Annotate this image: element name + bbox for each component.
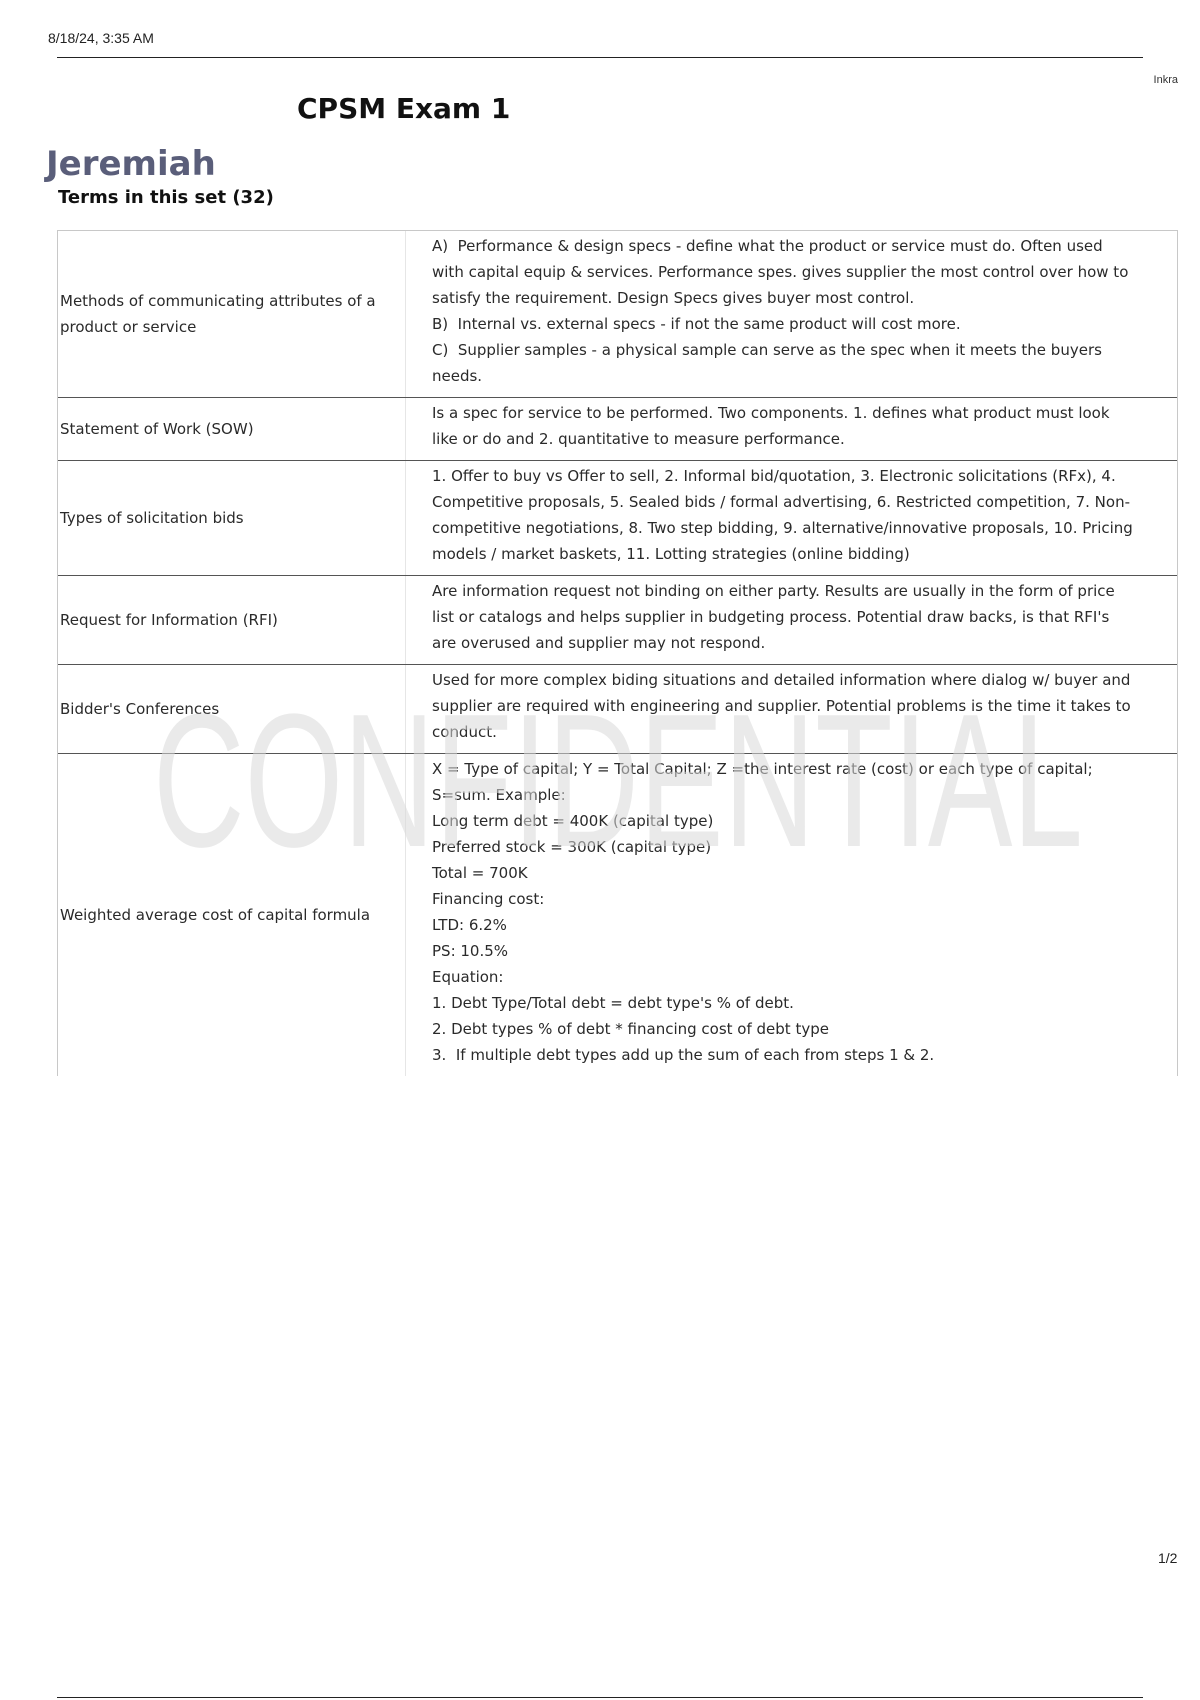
terms-count-heading: Terms in this set (32) — [58, 187, 274, 208]
definition-line: 1. Debt Type/Total debt = debt type's % of debt. — [432, 994, 794, 1012]
term-row — [58, 665, 1177, 754]
term-row — [58, 461, 1177, 576]
definition-cell — [406, 665, 1177, 753]
definition-line: B) Internal vs. external specs - if not the same product will cost more. — [432, 315, 961, 333]
watermark-text: CONFIDENTIAL — [153, 686, 1083, 871]
term-text: Types of solicitation bids — [58, 461, 406, 575]
term-text: Request for Information (RFI) — [58, 576, 406, 664]
definition-cell — [406, 576, 1177, 664]
definition-line: Used for more complex biding situations and detailed information where dialog w/ buyer and supplier are required with engineering and supplier. Potential problems is the time it takes to conduct. — [432, 671, 1136, 741]
definition-line: 2. Debt types % of debt * financing cost of debt type — [432, 1020, 829, 1038]
term-row — [58, 231, 1177, 398]
definition-line: 1. Offer to buy vs Offer to sell, 2. Informal bid/quotation, 3. Electronic solicitations (RFx), 4. Competitive proposals, 5. Sealed bids / formal advertising, 6. Restricted competition, 7. Non-competitive negotiations, 8. Two step bidding, 9. alternative/innovative proposals, 10. Pricing models / market baskets, 11. Lotting strategies (online bidding) — [432, 467, 1138, 563]
definition-cell — [406, 231, 1177, 397]
definition-line: PS: 10.5% — [432, 942, 509, 960]
definition-line: Is a spec for service to be performed. Two components. 1. defines what product must look like or do and 2. quantitative to measure performance. — [432, 404, 1115, 448]
definition-line: 3. If multiple debt types add up the sum of each from steps 1 & 2. — [432, 1046, 935, 1064]
definition-cell — [406, 461, 1177, 575]
footer-rule — [57, 1697, 1143, 1698]
definition-line: Long term debt = 400K (capital type) — [432, 812, 714, 830]
definition-line: Financing cost: — [432, 890, 545, 908]
definition-cell — [406, 398, 1177, 460]
term-row — [58, 754, 1177, 1076]
term-row — [58, 576, 1177, 665]
definition-line: Total = 700K — [432, 864, 528, 882]
set-title: CPSM Exam 1 — [297, 92, 511, 125]
term-text: Bidder's Conferences — [58, 665, 406, 753]
definition-cell — [406, 754, 1177, 1076]
term-text: Methods of communicating attributes of a product or service — [58, 231, 406, 397]
definition-line: X = Type of capital; Y = Total Capital; Z =the interest rate (cost) or each type of capital; S=sum. Example: — [432, 760, 1098, 804]
definition-line: Preferred stock = 300K (capital type) — [432, 838, 712, 856]
term-text: Statement of Work (SOW) — [58, 398, 406, 460]
definition-line: LTD: 6.2% — [432, 916, 507, 934]
definition-line: Equation: — [432, 968, 504, 986]
page-number: 1/2 — [1158, 1550, 1178, 1566]
definition-line: Are information request not binding on either party. Results are usually in the form of price list or catalogs and helps supplier in budgeting process. Potential draw backs, is that RFI's are overused and supplier may not respond. — [432, 582, 1120, 652]
brand-label: Inkra — [1153, 74, 1178, 86]
terms-table — [57, 230, 1178, 1076]
print-date: 8/18/24, 3:35 AM — [48, 30, 154, 46]
definition-line: C) Supplier samples - a physical sample can serve as the spec when it meets the buyers needs. — [432, 341, 1107, 385]
term-text: Weighted average cost of capital formula — [58, 754, 406, 1076]
term-row — [58, 398, 1177, 461]
definition-line: A) Performance & design specs - define what the product or service must do. Often used with capital equip & services. Performance spes. gives supplier the most control over how to satisfy the requirement. Design Specs gives buyer most control. — [432, 237, 1134, 307]
author-name: Jeremiah — [46, 144, 216, 184]
header-rule — [57, 57, 1143, 58]
